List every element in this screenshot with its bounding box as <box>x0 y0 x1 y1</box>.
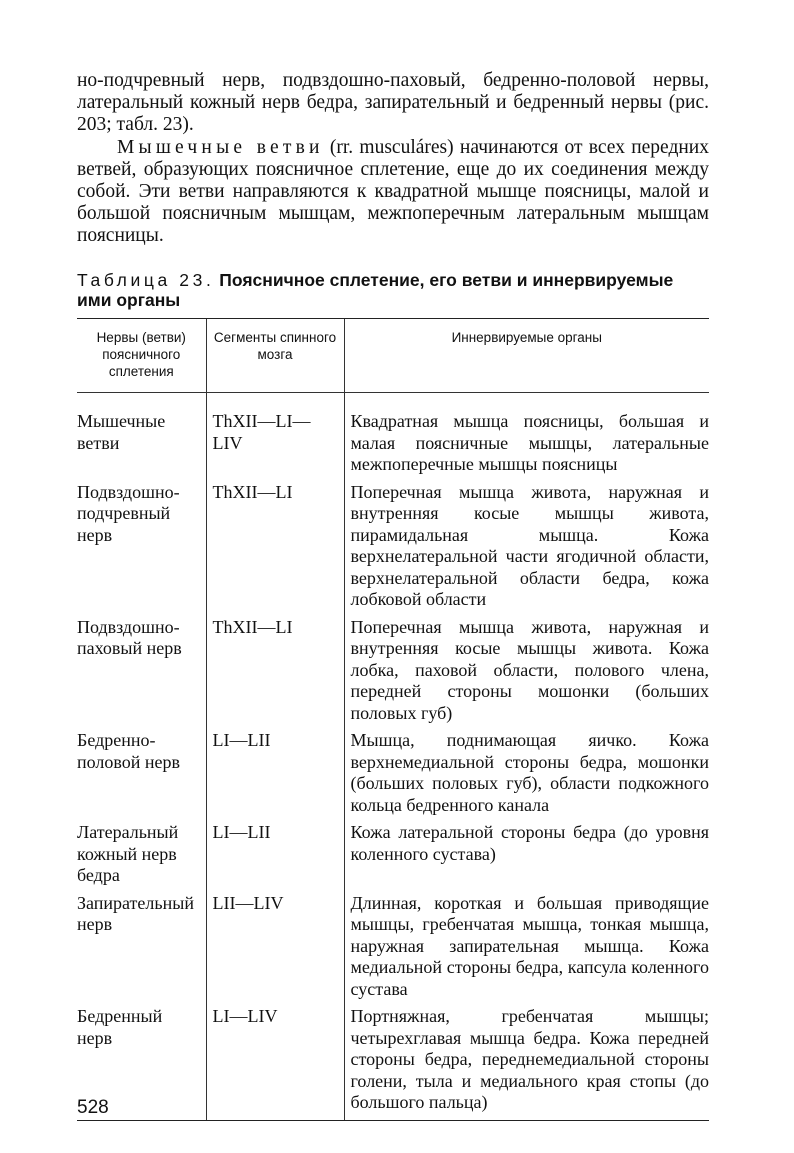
nerve-cell: Подвздошно-подчревный нерв <box>77 481 180 545</box>
organs-cell: Кожа латеральной стороны бедра (до уровня коленного сустава) <box>344 819 709 890</box>
table-row <box>77 819 709 890</box>
table-caption-title: Поясничное сплетение, его ветви и иннервируемые ими органы <box>77 270 674 310</box>
segments-cell: ThXII—LI <box>206 614 344 728</box>
nerve-cell: Бедренно-половой нерв <box>77 730 181 772</box>
segments-cell: LII—LIV <box>206 890 344 1004</box>
nerve-cell: Бедренный нерв <box>77 1003 206 1120</box>
segments-cell: ThXII—LI—LIV <box>206 393 344 479</box>
table-row <box>77 1003 709 1120</box>
segments-cell: ThXII—LI <box>206 479 344 614</box>
segments-cell: LI—LII <box>206 727 344 819</box>
intro-paragraph-2-rest: (rr. musculáres) начинаются от всех передних ветвей, образующих поясничное сплетение, еще до их соединения между собой. Эти ветви направляются к квадратной мышце поясницы, малой и большой поясничным мышцам, межпоперечным латеральным мышцам поясницы. <box>77 136 709 247</box>
nerve-cell: Латеральный кожный нерв бедра <box>77 822 179 885</box>
table-row <box>77 890 709 1004</box>
header-organs: Иннервируемые органы <box>344 319 709 393</box>
nerve-cell: Мышечные ветви <box>77 411 166 453</box>
nerve-cell: Подвздошно-паховый нерв <box>77 616 182 658</box>
organs-cell: Поперечная мышца живота, наружная и внутренняя косые мышцы живота, пирамидальная мышца. Кожа верхнелатеральной части ягодичной области, верхнелатеральной области бедра, кожа лобковой области <box>344 479 709 614</box>
segments-cell: LI—LII <box>206 819 344 890</box>
intro-text <box>77 70 709 248</box>
organs-cell: Поперечная мышца живота, наружная и внутренняя косые мышцы живота. Кожа лобка, паховой области, полового члена, передней стороны мошонки (больших половых губ) <box>344 614 709 728</box>
lumbar-plexus-table <box>77 318 709 1121</box>
segments-cell: LI—LIV <box>206 1003 344 1120</box>
table-caption <box>77 270 709 310</box>
table-header-row <box>77 319 709 393</box>
table-row <box>77 614 709 728</box>
intro-paragraph-1: но-подчревный нерв, подвздошно-паховый, бедренно-половой нервы, латеральный кожный нерв бедра, запирательный и бедренный нервы (рис. 203; табл. 23). <box>77 70 709 136</box>
page-number: 528 <box>77 1097 109 1118</box>
nerve-cell: Запирательный нерв <box>77 892 194 934</box>
table-row <box>77 479 709 614</box>
header-segments: Сегменты спинного мозга <box>206 319 344 393</box>
header-nerves: Нервы (ветви) поясничного сплетения <box>77 319 206 393</box>
muscular-branches-term: Мышечные ветви <box>117 136 324 158</box>
organs-cell: Мышца, поднимающая яичко. Кожа верхнемедиальной стороны бедра, мошонки (больших половых губ), области подкожного кольца бедренного канала <box>344 727 709 819</box>
table-caption-label: Таблица 23. <box>77 270 215 290</box>
intro-paragraph-2 <box>77 137 709 248</box>
organs-cell: Квадратная мышца поясницы, большая и малая поясничные мышцы, латеральные межпоперечные мышцы поясницы <box>344 393 709 479</box>
table-row <box>77 727 709 819</box>
organs-cell: Портняжная, гребенчатая мышцы; четырехглавая мышца бедра. Кожа передней стороны бедра, переднемедиальной стороны голени, тыла и медиального края стопы (до большого пальца) <box>344 1003 709 1120</box>
organs-cell: Длинная, короткая и большая приводящие мышцы, гребенчатая мышца, тонкая мышца, наружная запирательная мышца. Кожа медиальной стороны бедра, капсула коленного сустава <box>344 890 709 1004</box>
table-row <box>77 393 709 479</box>
